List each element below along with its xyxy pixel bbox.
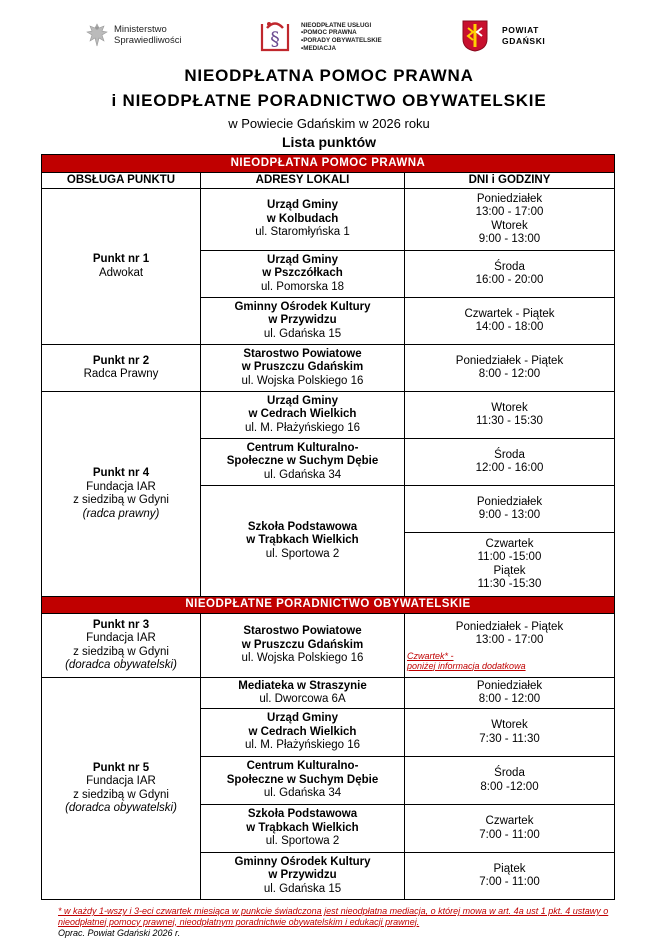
hours-line: 7:30 - 11:30	[479, 732, 540, 745]
address-street: ul. Gdańska 15	[263, 327, 342, 340]
address-cell	[201, 709, 405, 757]
point-cell-1	[42, 189, 201, 345]
address-name: Urząd Gminy	[267, 394, 338, 407]
point-desc: Fundacja IAR	[86, 775, 156, 787]
hours-line: 11:30 - 15:30	[476, 415, 543, 427]
address-cell	[201, 678, 405, 709]
address-street: ul. Pomorska 18	[260, 280, 345, 293]
prepared-by: Oprac. Powiat Gdański 2026 r.	[58, 928, 181, 938]
point-cell-4	[42, 392, 201, 597]
hours-line: Wtorek	[491, 719, 528, 731]
address-name: Starostwo Powiatowe	[243, 347, 362, 360]
address-name: Społeczne w Suchym Dębie	[226, 455, 379, 468]
hours-line: Środa	[494, 767, 525, 779]
section-header-npo	[42, 597, 615, 614]
hours-cell	[405, 189, 615, 251]
npp-logo	[258, 20, 382, 54]
point-desc: z siedzibą w Gdyni	[73, 494, 169, 506]
point-name: Punkt nr 1	[92, 253, 150, 265]
hours-line: 8:00 - 12:00	[478, 693, 541, 705]
hours-cell	[405, 709, 615, 757]
hours-line: Środa	[494, 448, 525, 461]
address-street: ul. Gdańska 15	[263, 882, 342, 895]
address-name: w Trąbkach Wielkich	[246, 821, 359, 834]
hours-line: 7:00 - 11:00	[479, 828, 540, 841]
mediation-footnote: * w każdy 1-wszy i 3-eci czwartek miesiąca w punkcie świadczona jest nieodpłatna mediacja, o której mowa w art. 4a ust 1 pkt. 4 ustawy o nieodpłatnej pomocy prawnej, nieodpłatnym poradnictwie obywatelskim i edukacji prawnej.	[58, 906, 609, 927]
hours-line: Poniedziałek - Piątek	[455, 354, 564, 367]
address-street: ul. M. Płażyńskiego 16	[244, 739, 361, 752]
address-name: w Pruszczu Gdańskim	[241, 361, 364, 374]
address-cell	[201, 251, 405, 298]
hours-line: 13:00 - 17:00	[475, 634, 544, 646]
hours-line: Piątek	[493, 564, 526, 577]
powiat-logo-line1: POWIAT	[502, 25, 539, 35]
hours-line: Poniedziałek	[476, 192, 543, 205]
ministry-name-line1: Ministerstwo	[114, 24, 167, 35]
address-cell	[201, 392, 405, 439]
hours-line: Wtorek	[491, 401, 528, 414]
address-cell	[201, 805, 405, 853]
hours-line: 9:00 - 13:00	[478, 233, 541, 245]
address-name: Centrum Kulturalno-	[246, 760, 359, 773]
address-name: w Przywidzu	[268, 314, 337, 327]
ministry-name-line2: Sprawiedliwości	[114, 35, 182, 46]
column-header-service: OBSŁUGA PUNKTU	[42, 173, 201, 189]
point-name: Punkt nr 2	[92, 354, 150, 367]
hours-line: 8:00 -12:00	[480, 780, 539, 793]
hours-line: Czwartek	[485, 815, 534, 827]
hours-cell	[405, 345, 615, 392]
address-name: Gminny Ośrodek Kultury	[234, 300, 371, 313]
address-street: ul. Wojska Polskiego 16	[241, 374, 364, 387]
address-street: ul. Gdańska 34	[263, 468, 342, 481]
address-name: w Cedrach Wielkich	[248, 408, 357, 421]
hours-line: 13:00 - 17:00	[475, 206, 544, 218]
hours-line: Piątek	[493, 862, 526, 875]
address-name: w Cedrach Wielkich	[248, 725, 357, 738]
hours-cell	[405, 678, 615, 709]
point-role: (doradca obywatelski)	[65, 659, 177, 671]
hours-line: Poniedziałek	[476, 495, 543, 508]
powiat-logo-line2: GDAŃSKI	[502, 36, 546, 46]
address-cell	[201, 439, 405, 486]
address-name: Urząd Gminy	[267, 253, 338, 266]
address-name: Gminny Ośrodek Kultury	[234, 855, 371, 868]
hours-line: Wtorek	[491, 219, 528, 232]
column-header-hours: DNI i GODZINY	[405, 173, 615, 189]
address-name: w Przywidzu	[268, 869, 337, 882]
address-street: ul. Sportowa 2	[265, 835, 340, 848]
table-row	[42, 614, 615, 678]
table-row	[42, 345, 615, 392]
hours-cell	[405, 614, 615, 678]
address-name: Mediateka w Straszynie	[238, 679, 367, 692]
hours-line: Poniedziałek - Piątek	[455, 620, 564, 633]
section-header-npp	[42, 155, 615, 173]
point-desc: Radca Prawny	[83, 368, 159, 380]
address-cell	[201, 345, 405, 392]
address-name: w Pszczółkach	[262, 267, 343, 280]
column-header-addresses: ADRESY LOKALI	[201, 173, 405, 189]
point-name: Punkt nr 5	[92, 761, 150, 774]
hours-line: 7:00 - 11:00	[479, 876, 540, 888]
hours-cell	[405, 853, 615, 900]
logo-bar	[0, 0, 658, 60]
address-name: Starostwo Powiatowe	[243, 625, 362, 638]
address-street: ul. Dworcowa 6A	[259, 693, 346, 705]
table-row	[42, 189, 615, 251]
table-row	[42, 678, 615, 709]
point-cell-5	[42, 678, 201, 900]
npp-logo-line4: •MEDIACJA	[301, 44, 337, 52]
hours-line: Czwartek	[485, 537, 534, 550]
eagle-emblem-icon	[86, 22, 108, 48]
npp-section-sign-icon	[258, 20, 296, 54]
hours-line: 8:00 - 12:00	[478, 368, 541, 380]
address-name: w Trąbkach Wielkich	[246, 534, 359, 547]
address-cell	[201, 614, 405, 678]
title-line-1: NIEODPŁATNA POMOC PRAWNA	[184, 66, 474, 85]
address-cell	[201, 189, 405, 251]
svg-text:§: §	[270, 28, 280, 50]
hours-cell	[405, 251, 615, 298]
npp-logo-line1: NIEODPŁATNE USŁUGI	[301, 21, 372, 29]
address-street: ul. Sportowa 2	[265, 547, 340, 560]
hours-line: 16:00 - 20:00	[475, 274, 544, 286]
address-name: w Kolbudach	[266, 212, 339, 225]
point-role: (doradca obywatelski)	[65, 802, 177, 814]
hours-line: 11:00 -15:00	[477, 551, 542, 563]
powiat-coat-of-arms-icon	[462, 20, 488, 52]
hours-cell	[405, 533, 615, 597]
address-cell	[201, 486, 405, 597]
hours-cell	[405, 805, 615, 853]
point-desc: z siedzibą w Gdyni	[73, 645, 169, 658]
hours-cell	[405, 757, 615, 805]
address-street: ul. Staromłyńska 1	[255, 226, 350, 239]
section-title-npp: NIEODPŁATNA POMOC PRAWNA	[42, 155, 615, 173]
points-table	[41, 154, 615, 900]
point-cell-2	[42, 345, 201, 392]
title-line-2: i NIEODPŁATNE PORADNICTWO OBYWATELSKIE	[111, 91, 547, 110]
point-cell-3	[42, 614, 201, 678]
point-name: Punkt nr 4	[92, 467, 150, 479]
hours-line: 14:00 - 18:00	[475, 321, 544, 333]
point-role: (radca prawny)	[82, 507, 160, 520]
address-cell	[201, 853, 405, 900]
point-name: Punkt nr 3	[92, 618, 150, 631]
ministry-logo	[86, 22, 182, 48]
point-desc: z siedzibą w Gdyni	[73, 788, 169, 801]
mediation-note-line1: Czwartek* -	[407, 650, 454, 661]
npp-logo-line3: •PORADY OBYWATELSKIE	[301, 37, 382, 44]
address-name: Społeczne w Suchym Dębie	[226, 773, 379, 786]
hours-cell	[405, 298, 615, 345]
hours-cell	[405, 486, 615, 533]
address-street: ul. M. Płażyńskiego 16	[244, 421, 361, 434]
subtitle-year: w Powiecie Gdańskim w 2026 roku	[228, 116, 430, 131]
address-cell	[201, 757, 405, 805]
list-heading: Lista punktów	[281, 134, 377, 150]
hours-line: 12:00 - 16:00	[475, 462, 544, 474]
address-street: ul. Gdańska 34	[263, 787, 342, 800]
column-header-row	[42, 173, 615, 189]
address-name: w Pruszczu Gdańskim	[241, 638, 364, 651]
powiat-logo	[462, 20, 545, 52]
address-street: ul. Wojska Polskiego 16	[241, 652, 364, 665]
section-title-npo: NIEODPŁATNE PORADNICTWO OBYWATELSKIE	[42, 597, 615, 614]
hours-line: Czwartek - Piątek	[464, 307, 555, 320]
address-name: Centrum Kulturalno-	[246, 441, 359, 454]
hours-line: 11:30 -15:30	[477, 578, 542, 590]
point-desc: Adwokat	[98, 266, 144, 279]
address-name: Szkoła Podstawowa	[247, 520, 358, 533]
address-name: Urząd Gminy	[267, 199, 338, 212]
address-cell	[201, 298, 405, 345]
table-row	[42, 392, 615, 439]
address-name: Urząd Gminy	[267, 712, 338, 725]
hours-line: Środa	[494, 260, 525, 273]
point-desc: Fundacja IAR	[86, 632, 156, 644]
point-desc: Fundacja IAR	[86, 480, 156, 493]
mediation-note-line2: poniżej informacja dodatkowa	[407, 660, 526, 671]
address-name: Szkoła Podstawowa	[247, 808, 358, 821]
hours-line: Poniedziałek	[476, 679, 543, 692]
npp-logo-line2: •POMOC PRAWNA	[301, 29, 357, 37]
hours-cell	[405, 392, 615, 439]
hours-cell	[405, 439, 615, 486]
mediation-note	[407, 651, 612, 671]
hours-line: 9:00 - 13:00	[478, 509, 541, 521]
